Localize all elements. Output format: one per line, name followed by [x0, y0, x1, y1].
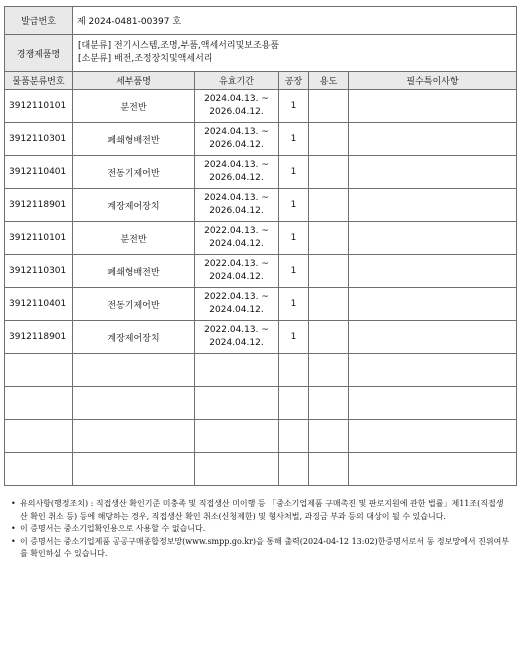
empty-table-row: [5, 420, 517, 453]
empty-cell: [349, 453, 517, 486]
item-use: [309, 255, 349, 288]
validity-end: 2026.04.12.: [209, 140, 264, 150]
table-row: [5, 90, 517, 123]
factory-count: 1: [279, 321, 309, 354]
item-code: 3912118901: [5, 189, 73, 222]
issue-number-value: 제 2024-0481-00397 호: [73, 7, 517, 35]
validity-start: 2024.04.13. ~: [204, 193, 269, 203]
empty-cell: [279, 354, 309, 387]
empty-cell: [195, 420, 279, 453]
notice-item: • 유의사항(행정조치) : 직접생산 확인기준 미충족 및 직접생산 미이행 등 「중소기업제품 구매촉진 및 판로지원에 관한 법률」제11조(직접생산 확인 취소 등) 등에 해당하는 경우, 직접생산 확인 취소(신청제한) 및 형사처벌, 과징금 부과 등의 대상이 될 수 있습니다.: [10, 498, 510, 523]
validity-start: 2024.04.13. ~: [204, 94, 269, 104]
validity-period: [195, 222, 279, 255]
validity-period: [195, 123, 279, 156]
validity-end: 2024.04.12.: [209, 239, 264, 249]
validity-end: 2024.04.12.: [209, 338, 264, 348]
item-code: 3912110301: [5, 123, 73, 156]
notice-list: [10, 498, 510, 561]
major-category: [대분류] 전기시스템,조명,부품,액세서리및보조용품: [78, 41, 280, 51]
validity-period: [195, 189, 279, 222]
empty-cell: [279, 420, 309, 453]
header-item-name: 세부품명: [73, 72, 195, 90]
factory-count: 1: [279, 255, 309, 288]
item-note: [349, 222, 517, 255]
empty-cell: [5, 420, 73, 453]
validity-end: 2026.04.12.: [209, 107, 264, 117]
issue-number-label: 발급번호: [5, 7, 73, 35]
empty-cell: [195, 387, 279, 420]
item-use: [309, 156, 349, 189]
table-row: [5, 321, 517, 354]
item-note: [349, 321, 517, 354]
item-note: [349, 255, 517, 288]
empty-cell: [309, 387, 349, 420]
notice-item: • 이 증명서는 중소기업제품 공공구매종합정보망(www.smpp.go.kr)을 통해 출력(2024-04-12 13:02)한증명서로서 동 정보망에서 진위여부를 확인하실 수 있습니다.: [10, 536, 510, 561]
item-note: [349, 123, 517, 156]
empty-cell: [73, 453, 195, 486]
factory-count: 1: [279, 123, 309, 156]
empty-cell: [309, 354, 349, 387]
empty-cell: [309, 453, 349, 486]
header-notes: 필수특이사항: [349, 72, 517, 90]
empty-cell: [279, 387, 309, 420]
header-code: 물품분류번호: [5, 72, 73, 90]
item-name: 계장제어장치: [73, 189, 195, 222]
validity-period: [195, 255, 279, 288]
column-header-row: [5, 72, 517, 90]
header-validity: 유효기간: [195, 72, 279, 90]
competitive-products-row: [5, 35, 517, 72]
validity-period: [195, 321, 279, 354]
table-row: [5, 123, 517, 156]
empty-cell: [5, 453, 73, 486]
table-row: [5, 288, 517, 321]
item-name: 폐쇄형배전반: [73, 123, 195, 156]
item-name: 계장제어장치: [73, 321, 195, 354]
empty-cell: [5, 354, 73, 387]
factory-count: 1: [279, 90, 309, 123]
empty-cell: [195, 354, 279, 387]
validity-end: 2024.04.12.: [209, 272, 264, 282]
empty-cell: [309, 420, 349, 453]
header-use: 용도: [309, 72, 349, 90]
validity-start: 2022.04.13. ~: [204, 226, 269, 236]
item-name: 분전반: [73, 90, 195, 123]
item-note: [349, 156, 517, 189]
item-code: 3912110301: [5, 255, 73, 288]
item-use: [309, 288, 349, 321]
item-use: [309, 222, 349, 255]
validity-end: 2024.04.12.: [209, 305, 264, 315]
validity-start: 2022.04.13. ~: [204, 325, 269, 335]
empty-table-row: [5, 453, 517, 486]
empty-cell: [73, 420, 195, 453]
validity-period: [195, 156, 279, 189]
validity-start: 2022.04.13. ~: [204, 259, 269, 269]
item-use: [309, 189, 349, 222]
item-use: [309, 321, 349, 354]
validity-start: 2024.04.13. ~: [204, 160, 269, 170]
empty-cell: [349, 354, 517, 387]
empty-cell: [279, 453, 309, 486]
empty-cell: [349, 387, 517, 420]
factory-count: 1: [279, 222, 309, 255]
validity-end: 2026.04.12.: [209, 206, 264, 216]
item-code: 3912110101: [5, 90, 73, 123]
item-code: 3912118901: [5, 321, 73, 354]
factory-count: 1: [279, 288, 309, 321]
item-note: [349, 90, 517, 123]
certificate-table: [4, 6, 517, 486]
validity-period: [195, 288, 279, 321]
empty-cell: [5, 387, 73, 420]
factory-count: 1: [279, 189, 309, 222]
table-row: [5, 222, 517, 255]
product-categories: [73, 35, 517, 72]
item-name: 전동기제어반: [73, 156, 195, 189]
item-note: [349, 189, 517, 222]
table-row: [5, 255, 517, 288]
item-use: [309, 90, 349, 123]
empty-cell: [73, 387, 195, 420]
item-name: 전동기제어반: [73, 288, 195, 321]
factory-count: 1: [279, 156, 309, 189]
item-code: 3912110101: [5, 222, 73, 255]
table-row: [5, 156, 517, 189]
empty-cell: [195, 453, 279, 486]
validity-start: 2022.04.13. ~: [204, 292, 269, 302]
item-use: [309, 123, 349, 156]
empty-cell: [349, 420, 517, 453]
minor-category: [소분류] 배전,조정장치및액세서리: [78, 54, 213, 64]
item-code: 3912110401: [5, 156, 73, 189]
item-code: 3912110401: [5, 288, 73, 321]
validity-period: [195, 90, 279, 123]
item-note: [349, 288, 517, 321]
table-row: [5, 189, 517, 222]
validity-end: 2026.04.12.: [209, 173, 264, 183]
empty-cell: [73, 354, 195, 387]
empty-table-row: [5, 387, 517, 420]
header-factory: 공장: [279, 72, 309, 90]
empty-table-row: [5, 354, 517, 387]
issue-number-row: [5, 7, 517, 35]
competitive-products-label: 경쟁제품명: [5, 35, 73, 72]
validity-start: 2024.04.13. ~: [204, 127, 269, 137]
notice-item: • 이 증명서는 중소기업확인용으로 사용할 수 없습니다.: [10, 523, 510, 536]
item-name: 폐쇄형배전반: [73, 255, 195, 288]
item-name: 분전반: [73, 222, 195, 255]
